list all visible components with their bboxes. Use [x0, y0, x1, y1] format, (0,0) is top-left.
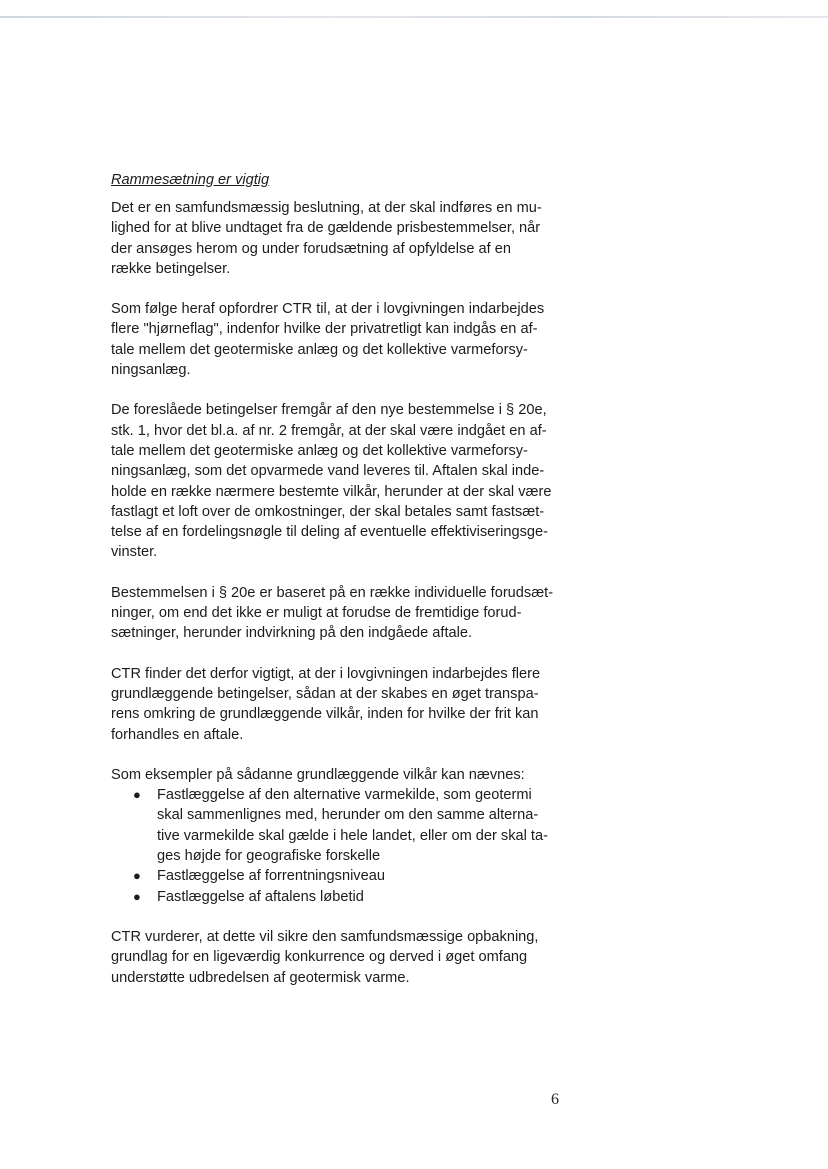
list-item	[111, 866, 566, 886]
text-line: forhandles en aftale.	[111, 726, 244, 743]
bullet-list	[111, 785, 566, 907]
text-line: grundlag for en ligeværdig konkurrence og derved i øget omfang	[111, 949, 528, 966]
list-item	[111, 887, 566, 907]
text-line: sætninger, herunder indvirkning på den indgåede aftale.	[111, 625, 473, 642]
text-line: lighed for at blive undtaget fra de gældende prisbestemmelser, når	[111, 220, 541, 237]
text-line: CTR finder det derfor vigtigt, at der i lovgivningen indarbejdes flere	[111, 665, 541, 682]
text-line: flere "hjørneflag", indenfor hvilke der privatretligt kan indgås en af-	[111, 321, 538, 338]
text-line: der ansøges herom og under forudsætning af opfyldelse af en	[111, 240, 511, 257]
bullet-icon: ●	[133, 888, 141, 904]
text-line: tale mellem det geotermiske anlæg og det kollektive varmeforsy-	[111, 341, 528, 358]
text-line: Fastlæggelse af forrentningsniveau	[157, 868, 385, 885]
text-line: Bestemmelsen i § 20e er baseret på en række individuelle forudsæt-	[111, 584, 554, 601]
text-line: vinster.	[111, 544, 158, 561]
text-line: tale mellem det geotermiske anlæg og det kollektive varmeforsy-	[111, 442, 528, 459]
text-line: CTR vurderer, at dette vil sikre den samfundsmæssige opbakning,	[111, 928, 539, 945]
page-number: 6	[551, 1091, 559, 1108]
list-intro: Som eksempler på sådanne grundlæggende vilkår kan nævnes:	[111, 766, 525, 783]
text-line: understøtte udbredelsen af geotermisk varme.	[111, 969, 410, 986]
paragraph-1	[111, 198, 566, 279]
text-line: ges højde for geografiske forskelle	[157, 848, 381, 865]
paragraph-5	[111, 664, 566, 745]
text-line: grundlæggende betingelser, sådan at der skabes en øget transpa-	[111, 685, 539, 702]
text-line: stk. 1, hvor det bl.a. af nr. 2 fremgår, at der skal være indgået en af-	[111, 422, 547, 439]
text-line: ninger, om end det ikke er muligt at forudse de fremtidige forud-	[111, 605, 522, 622]
text-line: skal sammenlignes med, herunder om den samme alterna-	[157, 807, 539, 824]
list-item	[111, 785, 566, 866]
document-body	[111, 170, 566, 1008]
text-line: fastlagt et loft over de omkostninger, der skal betales samt fastsæt-	[111, 503, 545, 520]
section-heading: Rammesætning er vigtig	[111, 172, 270, 188]
bullet-icon: ●	[133, 868, 141, 884]
paragraph-2	[111, 299, 566, 380]
text-line: holde en række nærmere bestemte vilkår, herunder at der skal være	[111, 483, 552, 500]
text-line: række betingelser.	[111, 260, 231, 277]
text-line: ningsanlæg.	[111, 362, 191, 379]
text-line: tive varmekilde skal gælde i hele landet, eller om der skal ta-	[157, 827, 548, 844]
paragraph-4	[111, 583, 566, 644]
text-line: Fastlæggelse af den alternative varmekilde, som geotermi	[157, 787, 532, 804]
text-line: ningsanlæg, som det opvarmede vand leveres til. Aftalen skal inde-	[111, 463, 545, 480]
text-line: telse af en fordelingsnøgle til deling af eventuelle effektiviseringsge-	[111, 524, 548, 541]
text-line: Fastlæggelse af aftalens løbetid	[157, 888, 364, 905]
scan-edge-line	[0, 16, 828, 18]
text-line: Som følge heraf opfordrer CTR til, at der i lovgivningen indarbejdes	[111, 301, 545, 318]
text-line: De foreslåede betingelser fremgår af den nye bestemmelse i § 20e,	[111, 402, 547, 419]
paragraph-3	[111, 400, 566, 562]
list-intro-paragraph	[111, 765, 566, 785]
bullet-icon: ●	[133, 787, 141, 803]
closing-paragraph	[111, 927, 566, 988]
text-line: Det er en samfundsmæssig beslutning, at der skal indføres en mu-	[111, 200, 542, 216]
text-line: rens omkring de grundlæggende vilkår, inden for hvilke der frit kan	[111, 706, 539, 723]
